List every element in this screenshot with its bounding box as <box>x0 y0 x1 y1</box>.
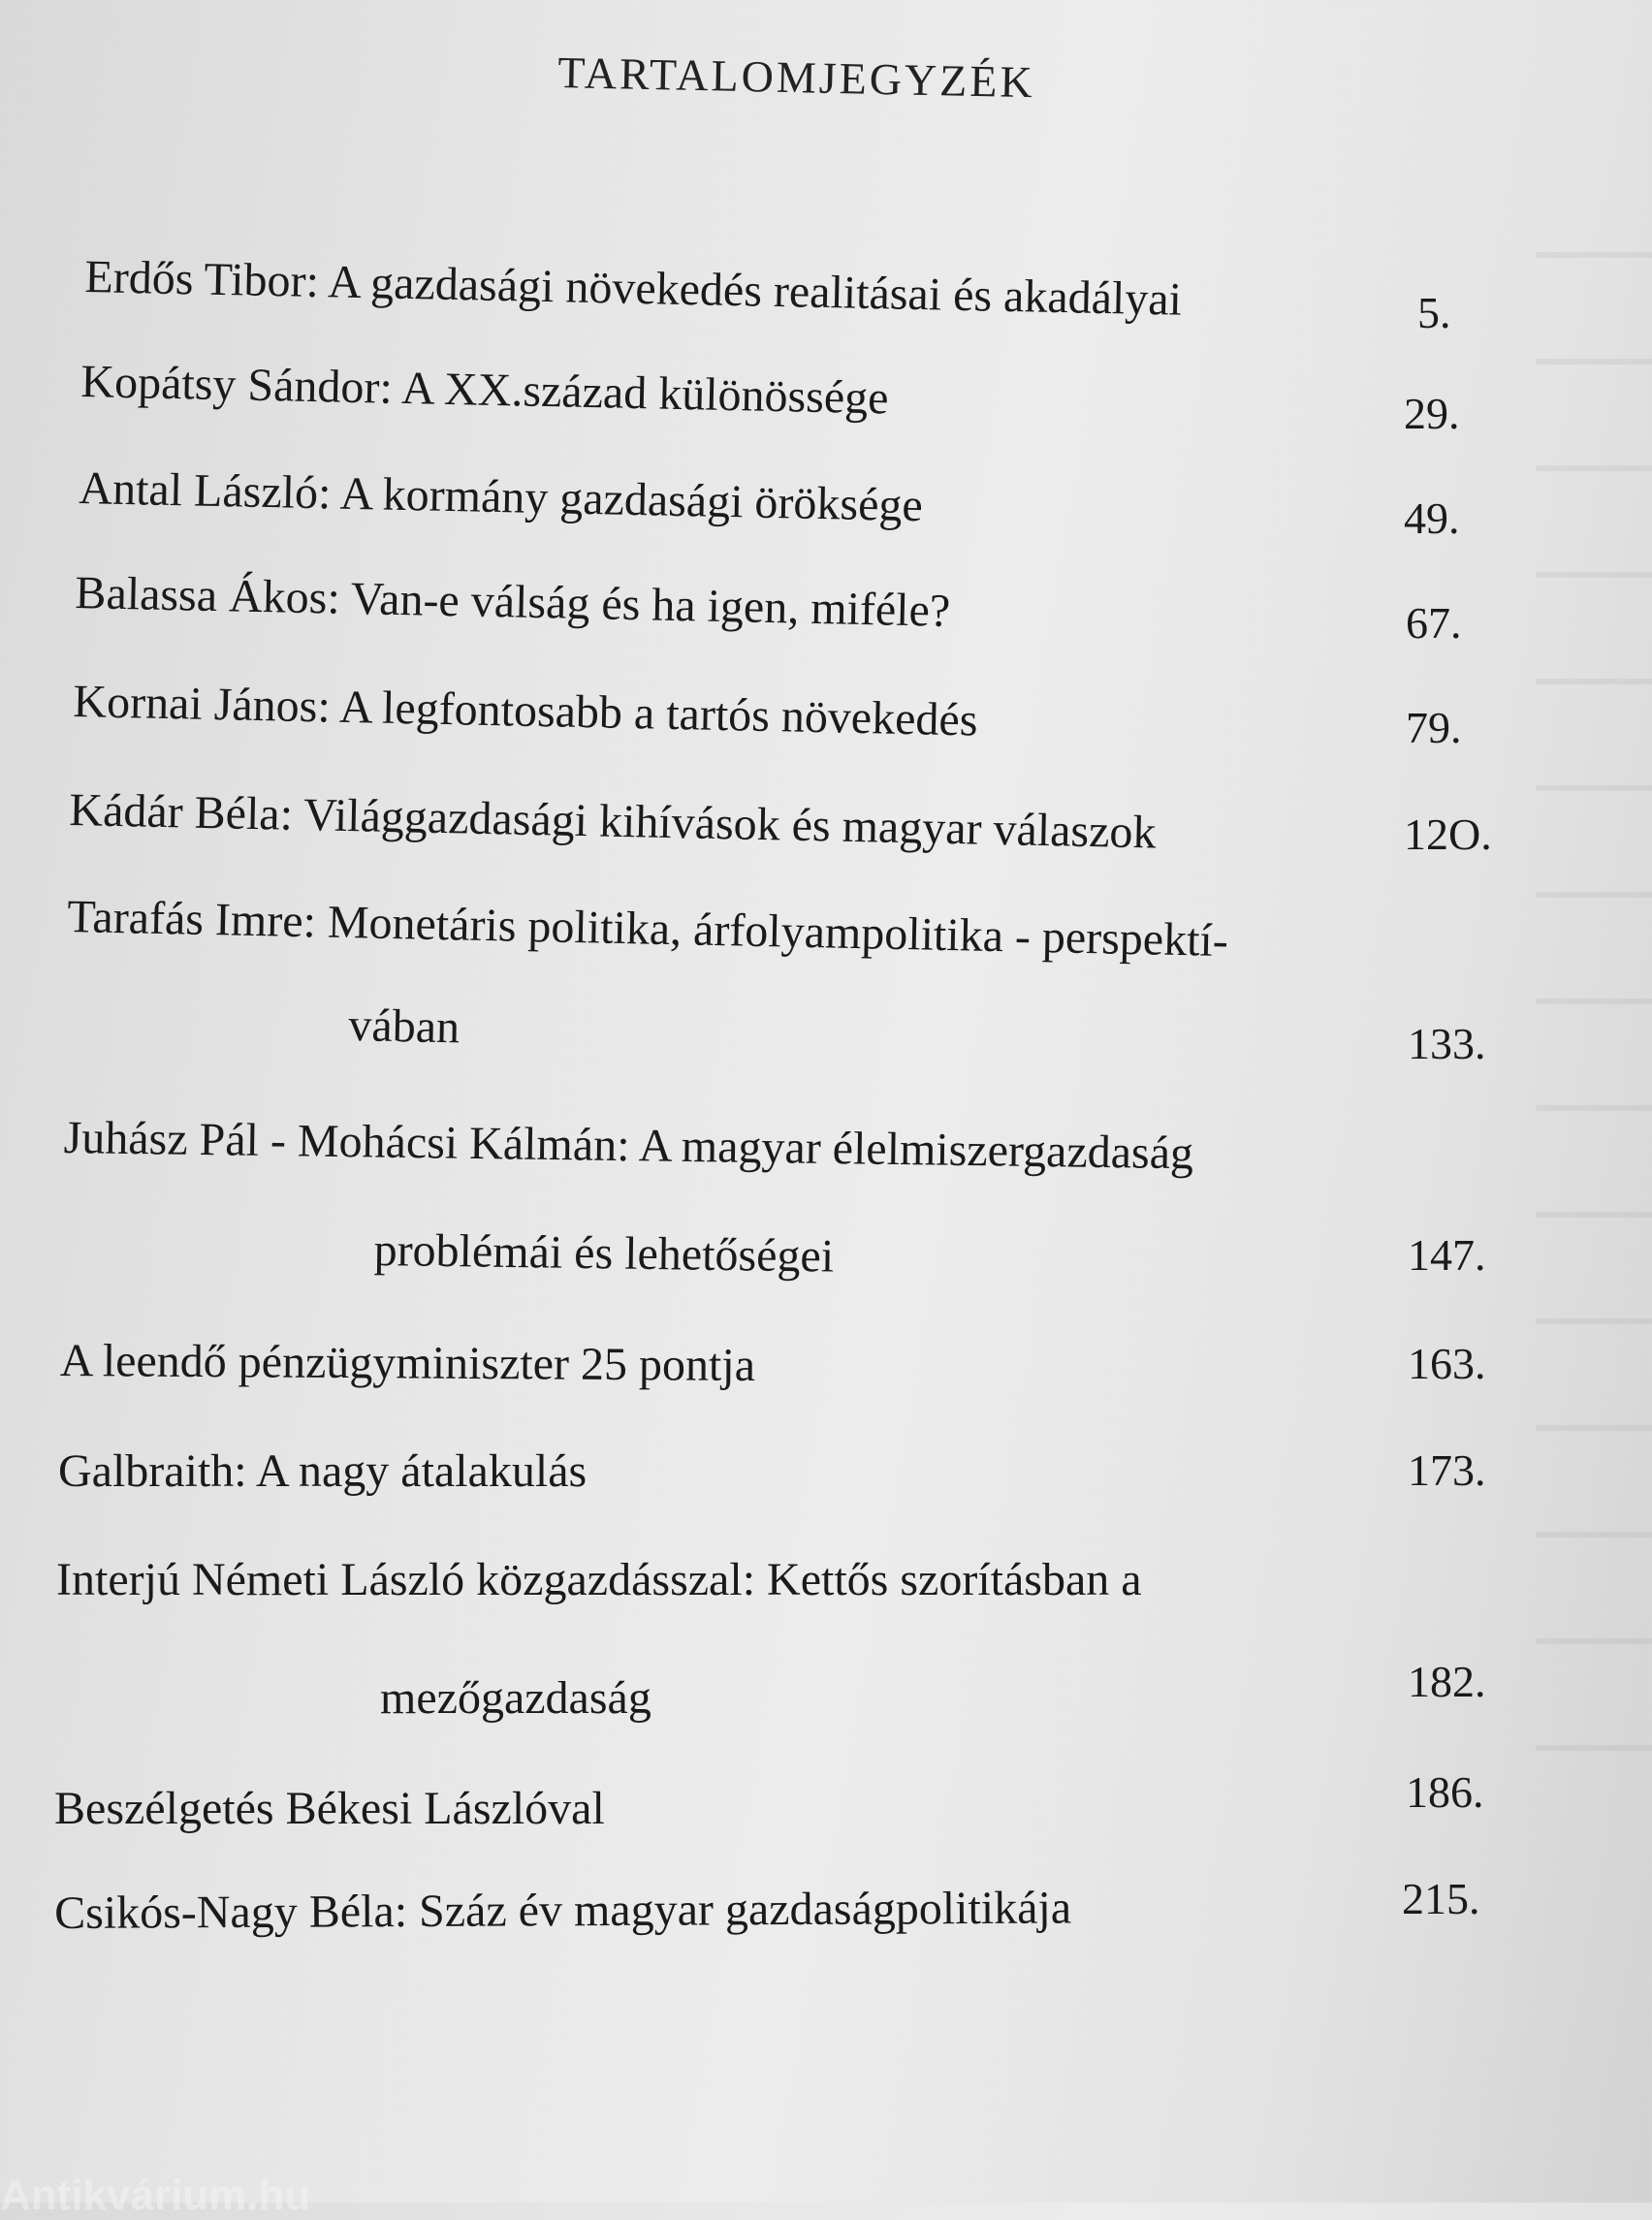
toc-entry-page: 5. <box>1417 288 1451 337</box>
toc-entry-title: Balassa Ákos: Van-e válság és ha igen, miféle? <box>74 567 951 637</box>
toc-entry-page: 29. <box>1404 389 1460 438</box>
toc-entry-page: 173. <box>1408 1445 1486 1495</box>
toc-entry-title: Kornai János: A legfontosabb a tartós növekedés <box>72 676 978 746</box>
toc-entry-title-continuation: vában <box>347 999 461 1054</box>
toc-entry-page: 147. <box>1408 1230 1486 1280</box>
toc-entry-page: 186. <box>1406 1767 1484 1817</box>
bleed-through-text <box>1536 194 1652 1842</box>
page-title: TARTALOMJEGYZÉK <box>556 47 1036 108</box>
toc-entry-page: 12O. <box>1404 809 1492 859</box>
toc-entry-title: Kádár Béla: Világgazdasági kihívások és magyar válaszok <box>68 784 1158 859</box>
toc-entry-title: Antal László: A kormány gazdasági öröksége <box>78 462 924 532</box>
toc-entry-page: 163. <box>1408 1339 1486 1388</box>
toc-entry-title-continuation: mezőgazdaság <box>380 1672 651 1724</box>
toc-entry-title: Beszélgetés Békesi Lászlóval <box>54 1783 605 1834</box>
toc-entry-page: 215. <box>1402 1874 1480 1923</box>
toc-entry-page: 49. <box>1404 493 1460 543</box>
toc-entry-title-continuation: problémái és lehetőségei <box>373 1224 835 1283</box>
toc-entry-title: Juhász Pál - Mohácsi Kálmán: A magyar élelmiszergazdaság <box>63 1112 1194 1180</box>
toc-entry-title: Tarafás Imre: Monetáris politika, árfolyampolitika - perspektí- <box>66 891 1229 967</box>
toc-entry-page: 79. <box>1406 703 1462 752</box>
toc-entry-page: 133. <box>1408 1019 1486 1068</box>
toc-entry-title: Csikós-Nagy Béla: Száz év magyar gazdaságpolitikája <box>53 1882 1072 1939</box>
toc-entry-page: 182. <box>1408 1657 1486 1706</box>
toc-entry-title: Kopátsy Sándor: A XX.század különössége <box>79 356 890 425</box>
watermark-text: Antikvárium.hu <box>0 2172 311 2219</box>
toc-entry-title: Erdős Tibor: A gazdasági növekedés realitásai és akadályai <box>83 251 1183 326</box>
toc-entry-page: 67. <box>1406 598 1462 648</box>
toc-entry-title: Galbraith: A nagy átalakulás <box>58 1445 588 1497</box>
toc-entry-title: A leendő pénzügyminiszter 25 pontja <box>59 1335 756 1392</box>
toc-entry-title: Interjú Németi László közgazdásszal: Kettős szorításban a <box>56 1554 1142 1605</box>
